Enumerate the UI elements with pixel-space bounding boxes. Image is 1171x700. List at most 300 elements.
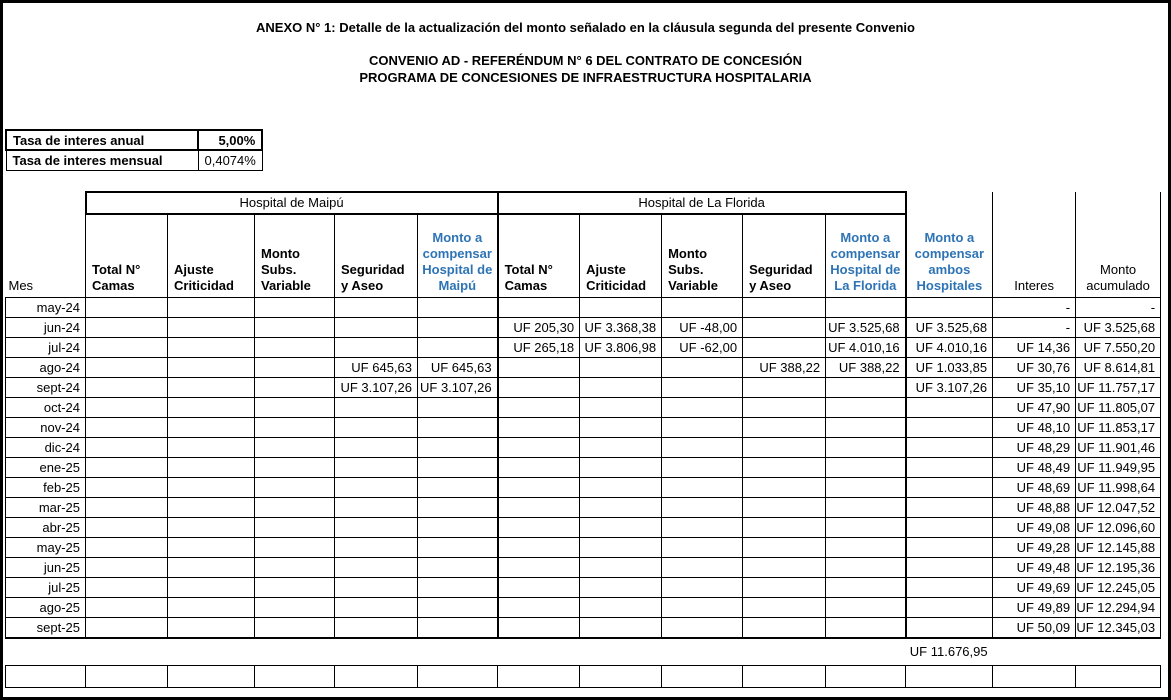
cell-maipu-seguridad-aseo	[335, 398, 418, 418]
cell-maipu-seguridad-aseo	[335, 438, 418, 458]
cell-florida-ajuste-criticidad	[580, 398, 662, 418]
cell-ambos-hospitales	[906, 598, 993, 618]
cell-interes: UF 48,10	[993, 418, 1076, 438]
cell-florida-monto-compensar	[826, 578, 906, 598]
cell-florida-ajuste-criticidad	[580, 478, 662, 498]
cell-florida-seguridad-aseo	[743, 458, 826, 478]
cell-mes: ago-24	[6, 358, 86, 378]
empty-cell-maipu-seguridad-aseo	[335, 666, 418, 688]
cell-maipu-monto-subs-variable	[255, 618, 335, 638]
cell-maipu-seguridad-aseo: UF 3.107,26	[335, 378, 418, 398]
cell-florida-ajuste-criticidad	[580, 358, 662, 378]
table-row	[6, 618, 1161, 638]
empty-cell-maipu-monto-subs-variable	[255, 666, 335, 688]
cell-maipu-monto-compensar: UF 645,63	[418, 358, 498, 378]
cell-maipu-seguridad-aseo	[335, 458, 418, 478]
cell-florida-monto-subs-variable	[662, 398, 743, 418]
cell-maipu-monto-compensar	[418, 618, 498, 638]
cell-maipu-total-camas	[86, 578, 168, 598]
cell-interes: -	[993, 318, 1076, 338]
cell-ambos-hospitales: UF 3.107,26	[906, 378, 993, 398]
cell-maipu-monto-compensar	[418, 338, 498, 358]
col-header-florida-monto-compensar: Monto a compensar Hospital de La Florida	[826, 214, 906, 298]
col-header-florida-total-camas: Total N° Camas	[498, 214, 580, 298]
cell-florida-monto-compensar	[826, 558, 906, 578]
cell-florida-seguridad-aseo	[743, 438, 826, 458]
cell-maipu-ajuste-criticidad	[168, 458, 255, 478]
cell-florida-ajuste-criticidad	[580, 378, 662, 398]
col-header-maipu-monto-subs-variable: Monto Subs. Variable	[255, 214, 335, 298]
cell-florida-monto-compensar	[826, 418, 906, 438]
cell-florida-monto-compensar: UF 388,22	[826, 358, 906, 378]
group-header-la-florida: Hospital de La Florida	[498, 192, 906, 214]
cell-maipu-total-camas	[86, 298, 168, 318]
cell-ambos-hospitales: UF 1.033,85	[906, 358, 993, 378]
empty-cell-monto-acumulado	[1076, 666, 1161, 688]
col-header-florida-seguridad-aseo: Seguridad y Aseo	[743, 214, 826, 298]
cell-ambos-hospitales	[906, 498, 993, 518]
table-row	[6, 498, 1161, 518]
document-subtitle-2: PROGRAMA DE CONCESIONES DE INFRAESTRUCTURA HOSPITALARIA	[359, 70, 812, 85]
trailing-empty-row	[6, 666, 1161, 688]
cell-maipu-monto-subs-variable	[255, 498, 335, 518]
cell-monto-acumulado: UF 11.901,46	[1076, 438, 1161, 458]
cell-maipu-monto-subs-variable	[255, 398, 335, 418]
cell-florida-total-camas: UF 205,30	[498, 318, 580, 338]
cell-interes: UF 48,49	[993, 458, 1076, 478]
cell-florida-monto-subs-variable: UF -62,00	[662, 338, 743, 358]
cell-maipu-total-camas	[86, 498, 168, 518]
cell-maipu-total-camas	[86, 318, 168, 338]
table-body	[6, 298, 1161, 638]
empty-cell-maipu-total-camas	[86, 666, 168, 688]
cell-ambos-hospitales	[906, 538, 993, 558]
cell-monto-acumulado: UF 11.805,07	[1076, 398, 1161, 418]
cell-maipu-seguridad-aseo	[335, 498, 418, 518]
cell-maipu-total-camas	[86, 618, 168, 638]
cell-mes: may-24	[6, 298, 86, 318]
cell-monto-acumulado: UF 12.245,05	[1076, 578, 1161, 598]
table-row	[6, 598, 1161, 618]
cell-florida-total-camas	[498, 538, 580, 558]
cell-maipu-total-camas	[86, 358, 168, 378]
cell-florida-ajuste-criticidad	[580, 598, 662, 618]
cell-florida-ajuste-criticidad	[580, 498, 662, 518]
cell-maipu-seguridad-aseo	[335, 558, 418, 578]
cell-mes: ene-25	[6, 458, 86, 478]
cell-maipu-monto-subs-variable	[255, 318, 335, 338]
cell-florida-monto-subs-variable	[662, 598, 743, 618]
cell-florida-total-camas	[498, 578, 580, 598]
cell-maipu-seguridad-aseo	[335, 518, 418, 538]
cell-ambos-hospitales	[906, 458, 993, 478]
col-header-monto-acumulado: Monto acumulado	[1076, 192, 1161, 298]
cell-interes: UF 48,29	[993, 438, 1076, 458]
cell-florida-ajuste-criticidad	[580, 438, 662, 458]
cell-florida-monto-subs-variable	[662, 358, 743, 378]
cell-maipu-seguridad-aseo	[335, 418, 418, 438]
cell-florida-monto-subs-variable	[662, 618, 743, 638]
empty-cell-florida-seguridad-aseo	[743, 666, 826, 688]
cell-interes: UF 49,69	[993, 578, 1076, 598]
cell-maipu-monto-subs-variable	[255, 298, 335, 318]
empty-cell-florida-monto-compensar	[826, 666, 906, 688]
empty-cell-interes	[993, 666, 1076, 688]
cell-mes: jul-25	[6, 578, 86, 598]
cell-maipu-ajuste-criticidad	[168, 478, 255, 498]
cell-interes: UF 35,10	[993, 378, 1076, 398]
cell-florida-monto-subs-variable	[662, 518, 743, 538]
cell-maipu-ajuste-criticidad	[168, 398, 255, 418]
group-header-maipu: Hospital de Maipú	[86, 192, 498, 214]
cell-monto-acumulado: UF 11.757,17	[1076, 378, 1161, 398]
annual-rate-value: 5,00%	[198, 130, 262, 150]
cell-maipu-total-camas	[86, 458, 168, 478]
col-header-mes: Mes	[6, 192, 86, 298]
cell-maipu-total-camas	[86, 398, 168, 418]
document-subtitle-1: CONVENIO AD - REFERÉNDUM N° 6 DEL CONTRATO DE CONCESIÓN	[368, 53, 803, 68]
cell-maipu-ajuste-criticidad	[168, 418, 255, 438]
cell-monto-acumulado: UF 12.294,94	[1076, 598, 1161, 618]
cell-maipu-total-camas	[86, 598, 168, 618]
cell-maipu-monto-compensar	[418, 458, 498, 478]
cell-maipu-monto-compensar: UF 3.107,26	[418, 378, 498, 398]
cell-florida-monto-compensar: UF 3.525,68	[826, 318, 906, 338]
cell-ambos-hospitales	[906, 438, 993, 458]
cell-maipu-total-camas	[86, 378, 168, 398]
cell-maipu-seguridad-aseo	[335, 478, 418, 498]
cell-maipu-monto-compensar	[418, 558, 498, 578]
empty-cell-florida-total-camas	[498, 666, 580, 688]
cell-florida-seguridad-aseo	[743, 378, 826, 398]
cell-mes: nov-24	[6, 418, 86, 438]
col-header-maipu-total-camas: Total N° Camas	[86, 214, 168, 298]
col-header-florida-ajuste-criticidad: Ajuste Criticidad	[580, 214, 662, 298]
cell-mes: may-25	[6, 538, 86, 558]
cell-interes: UF 49,48	[993, 558, 1076, 578]
table-row	[6, 558, 1161, 578]
cell-florida-total-camas	[498, 398, 580, 418]
col-header-maipu-seguridad-aseo: Seguridad y Aseo	[335, 214, 418, 298]
cell-monto-acumulado: UF 11.998,64	[1076, 478, 1161, 498]
cell-ambos-hospitales	[906, 298, 993, 318]
cell-interes: UF 30,76	[993, 358, 1076, 378]
cell-maipu-monto-compensar	[418, 318, 498, 338]
cell-maipu-monto-compensar	[418, 478, 498, 498]
cell-florida-seguridad-aseo	[743, 598, 826, 618]
cell-ambos-hospitales	[906, 618, 993, 638]
cell-interes: UF 49,89	[993, 598, 1076, 618]
cell-maipu-monto-subs-variable	[255, 538, 335, 558]
cell-maipu-ajuste-criticidad	[168, 318, 255, 338]
cell-maipu-monto-subs-variable	[255, 358, 335, 378]
cell-florida-seguridad-aseo	[743, 298, 826, 318]
group-header-row	[6, 192, 1161, 214]
cell-maipu-monto-compensar	[418, 438, 498, 458]
cell-florida-total-camas	[498, 558, 580, 578]
cell-florida-ajuste-criticidad	[580, 518, 662, 538]
cell-florida-monto-subs-variable	[662, 418, 743, 438]
cell-maipu-seguridad-aseo	[335, 598, 418, 618]
table-row	[6, 418, 1161, 438]
cell-florida-seguridad-aseo	[743, 398, 826, 418]
table-row	[6, 318, 1161, 338]
cell-florida-ajuste-criticidad	[580, 538, 662, 558]
cell-monto-acumulado: UF 12.047,52	[1076, 498, 1161, 518]
cell-mes: mar-25	[6, 498, 86, 518]
cell-florida-total-camas	[498, 458, 580, 478]
cell-florida-monto-compensar	[826, 518, 906, 538]
cell-florida-monto-compensar	[826, 478, 906, 498]
cell-florida-monto-subs-variable	[662, 538, 743, 558]
cell-florida-monto-subs-variable	[662, 558, 743, 578]
cell-maipu-ajuste-criticidad	[168, 578, 255, 598]
cell-maipu-monto-compensar	[418, 418, 498, 438]
table-row	[6, 518, 1161, 538]
cell-maipu-ajuste-criticidad	[168, 518, 255, 538]
cell-florida-monto-compensar	[826, 538, 906, 558]
total-row-spacer-right	[993, 638, 1161, 666]
cell-interes: -	[993, 298, 1076, 318]
cell-florida-ajuste-criticidad	[580, 298, 662, 318]
cell-ambos-hospitales	[906, 478, 993, 498]
cell-florida-monto-subs-variable	[662, 458, 743, 478]
cell-florida-seguridad-aseo	[743, 478, 826, 498]
cell-florida-monto-compensar	[826, 438, 906, 458]
table-row	[6, 378, 1161, 398]
empty-cell-florida-ajuste-criticidad	[580, 666, 662, 688]
cell-florida-monto-compensar	[826, 598, 906, 618]
col-header-interes: Interes	[993, 192, 1076, 298]
cell-mes: jun-25	[6, 558, 86, 578]
cell-florida-seguridad-aseo: UF 388,22	[743, 358, 826, 378]
annual-rate-label: Tasa de interes anual	[6, 130, 198, 150]
cell-monto-acumulado: UF 11.853,17	[1076, 418, 1161, 438]
cell-maipu-monto-compensar	[418, 498, 498, 518]
cell-maipu-seguridad-aseo	[335, 538, 418, 558]
cell-florida-total-camas: UF 265,18	[498, 338, 580, 358]
cell-maipu-monto-subs-variable	[255, 378, 335, 398]
cell-maipu-monto-compensar	[418, 518, 498, 538]
cell-florida-total-camas	[498, 418, 580, 438]
total-row-spacer-left	[6, 638, 906, 666]
cell-florida-total-camas	[498, 618, 580, 638]
annual-rate-row	[6, 130, 262, 150]
cell-ambos-hospitales: UF 3.525,68	[906, 318, 993, 338]
cell-florida-monto-compensar	[826, 618, 906, 638]
cell-florida-monto-subs-variable	[662, 498, 743, 518]
table-row	[6, 338, 1161, 358]
cell-maipu-total-camas	[86, 438, 168, 458]
cell-florida-total-camas	[498, 498, 580, 518]
cell-maipu-total-camas	[86, 478, 168, 498]
cell-maipu-ajuste-criticidad	[168, 598, 255, 618]
cell-maipu-ajuste-criticidad	[168, 618, 255, 638]
cell-maipu-ajuste-criticidad	[168, 358, 255, 378]
title-block	[5, 20, 1166, 85]
cell-florida-total-camas	[498, 298, 580, 318]
table-row	[6, 298, 1161, 318]
cell-florida-ajuste-criticidad: UF 3.806,98	[580, 338, 662, 358]
cell-maipu-monto-subs-variable	[255, 338, 335, 358]
cell-florida-monto-subs-variable	[662, 298, 743, 318]
cell-maipu-monto-compensar	[418, 538, 498, 558]
cell-maipu-monto-subs-variable	[255, 438, 335, 458]
cell-florida-seguridad-aseo	[743, 518, 826, 538]
cell-ambos-hospitales: UF 4.010,16	[906, 338, 993, 358]
cell-florida-monto-compensar	[826, 378, 906, 398]
monthly-rate-label: Tasa de interes mensual	[6, 150, 198, 170]
monthly-rate-value: 0,4074%	[198, 150, 262, 170]
cell-florida-seguridad-aseo	[743, 498, 826, 518]
table-row	[6, 398, 1161, 418]
table-row	[6, 538, 1161, 558]
cell-florida-total-camas	[498, 358, 580, 378]
cell-florida-ajuste-criticidad: UF 3.368,38	[580, 318, 662, 338]
empty-cell-ambos-hospitales	[906, 666, 993, 688]
table-row	[6, 478, 1161, 498]
cell-mes: sept-24	[6, 378, 86, 398]
cell-maipu-total-camas	[86, 538, 168, 558]
cell-mes: jul-24	[6, 338, 86, 358]
cell-monto-acumulado: UF 7.550,20	[1076, 338, 1161, 358]
total-row	[6, 638, 1161, 666]
cell-florida-seguridad-aseo	[743, 318, 826, 338]
cell-florida-ajuste-criticidad	[580, 458, 662, 478]
cell-maipu-monto-subs-variable	[255, 418, 335, 438]
cell-florida-monto-subs-variable	[662, 478, 743, 498]
cell-monto-acumulado: UF 8.614,81	[1076, 358, 1161, 378]
cell-florida-ajuste-criticidad	[580, 618, 662, 638]
compensation-table	[5, 191, 1161, 689]
col-header-maipu-ajuste-criticidad: Ajuste Criticidad	[168, 214, 255, 298]
cell-maipu-total-camas	[86, 558, 168, 578]
cell-maipu-monto-compensar	[418, 578, 498, 598]
cell-maipu-seguridad-aseo	[335, 618, 418, 638]
cell-mes: abr-25	[6, 518, 86, 538]
cell-florida-ajuste-criticidad	[580, 578, 662, 598]
cell-ambos-hospitales	[906, 418, 993, 438]
cell-maipu-seguridad-aseo	[335, 318, 418, 338]
cell-maipu-monto-compensar	[418, 398, 498, 418]
cell-florida-seguridad-aseo	[743, 558, 826, 578]
cell-florida-monto-subs-variable	[662, 438, 743, 458]
cell-florida-total-camas	[498, 478, 580, 498]
cell-monto-acumulado: UF 11.949,95	[1076, 458, 1161, 478]
cell-maipu-seguridad-aseo	[335, 578, 418, 598]
cell-maipu-monto-subs-variable	[255, 478, 335, 498]
cell-mes: ago-25	[6, 598, 86, 618]
cell-florida-seguridad-aseo	[743, 418, 826, 438]
cell-mes: dic-24	[6, 438, 86, 458]
cell-monto-acumulado: UF 12.096,60	[1076, 518, 1161, 538]
cell-florida-monto-subs-variable	[662, 578, 743, 598]
cell-maipu-total-camas	[86, 518, 168, 538]
cell-monto-acumulado: UF 12.195,36	[1076, 558, 1161, 578]
cell-florida-total-camas	[498, 378, 580, 398]
cell-maipu-ajuste-criticidad	[168, 378, 255, 398]
empty-cell-florida-monto-subs-variable	[662, 666, 743, 688]
empty-cell-maipu-ajuste-criticidad	[168, 666, 255, 688]
cell-florida-monto-subs-variable	[662, 378, 743, 398]
cell-florida-seguridad-aseo	[743, 618, 826, 638]
cell-florida-ajuste-criticidad	[580, 558, 662, 578]
total-ambos-hospitales: UF 11.676,95	[909, 644, 988, 660]
cell-florida-ajuste-criticidad	[580, 418, 662, 438]
cell-maipu-ajuste-criticidad	[168, 498, 255, 518]
cell-ambos-hospitales	[906, 558, 993, 578]
cell-maipu-seguridad-aseo: UF 645,63	[335, 358, 418, 378]
empty-cell-maipu-monto-compensar	[418, 666, 498, 688]
cell-maipu-ajuste-criticidad	[168, 558, 255, 578]
cell-ambos-hospitales	[906, 398, 993, 418]
cell-mes: oct-24	[6, 398, 86, 418]
cell-interes: UF 47,90	[993, 398, 1076, 418]
col-header-maipu-monto-compensar: Monto a compensar Hospital de Maipú	[418, 214, 498, 298]
cell-florida-monto-compensar: UF 4.010,16	[826, 338, 906, 358]
cell-florida-total-camas	[498, 598, 580, 618]
col-header-florida-monto-subs-variable: Monto Subs. Variable	[662, 214, 743, 298]
cell-florida-monto-compensar	[826, 298, 906, 318]
table-row	[6, 358, 1161, 378]
cell-maipu-monto-subs-variable	[255, 578, 335, 598]
cell-maipu-monto-subs-variable	[255, 558, 335, 578]
cell-maipu-ajuste-criticidad	[168, 538, 255, 558]
cell-florida-monto-compensar	[826, 458, 906, 478]
document-title: ANEXO N° 1: Detalle de la actualización del monto señalado en la cláusula segunda del presente Convenio	[256, 20, 915, 35]
cell-maipu-monto-subs-variable	[255, 458, 335, 478]
cell-maipu-monto-compensar	[418, 598, 498, 618]
cell-mes: feb-25	[6, 478, 86, 498]
col-header-ambos-hospitales: Monto a compensar ambos Hospitales	[906, 192, 993, 298]
cell-florida-monto-compensar	[826, 498, 906, 518]
table-row	[6, 458, 1161, 478]
cell-maipu-seguridad-aseo	[335, 298, 418, 318]
cell-maipu-ajuste-criticidad	[168, 298, 255, 318]
cell-maipu-total-camas	[86, 338, 168, 358]
monthly-rate-row	[6, 150, 262, 170]
interest-rates-box	[5, 129, 1166, 171]
cell-florida-monto-compensar	[826, 398, 906, 418]
cell-maipu-ajuste-criticidad	[168, 438, 255, 458]
cell-maipu-seguridad-aseo	[335, 338, 418, 358]
cell-florida-seguridad-aseo	[743, 538, 826, 558]
cell-interes: UF 14,36	[993, 338, 1076, 358]
table-row	[6, 438, 1161, 458]
empty-cell-mes	[6, 666, 86, 688]
cell-florida-monto-subs-variable: UF -48,00	[662, 318, 743, 338]
cell-ambos-hospitales	[906, 518, 993, 538]
cell-mes: jun-24	[6, 318, 86, 338]
cell-interes: UF 48,69	[993, 478, 1076, 498]
cell-florida-seguridad-aseo	[743, 578, 826, 598]
cell-interes: UF 48,88	[993, 498, 1076, 518]
cell-maipu-monto-subs-variable	[255, 518, 335, 538]
cell-monto-acumulado: UF 12.145,88	[1076, 538, 1161, 558]
cell-maipu-monto-subs-variable	[255, 598, 335, 618]
cell-mes: sept-25	[6, 618, 86, 638]
cell-ambos-hospitales	[906, 578, 993, 598]
cell-monto-acumulado: -	[1076, 298, 1161, 318]
cell-monto-acumulado: UF 12.345,03	[1076, 618, 1161, 638]
cell-maipu-ajuste-criticidad	[168, 338, 255, 358]
cell-florida-total-camas	[498, 438, 580, 458]
cell-interes: UF 50,09	[993, 618, 1076, 638]
cell-monto-acumulado: UF 3.525,68	[1076, 318, 1161, 338]
cell-maipu-monto-compensar	[418, 298, 498, 318]
table-row	[6, 578, 1161, 598]
cell-florida-seguridad-aseo	[743, 338, 826, 358]
